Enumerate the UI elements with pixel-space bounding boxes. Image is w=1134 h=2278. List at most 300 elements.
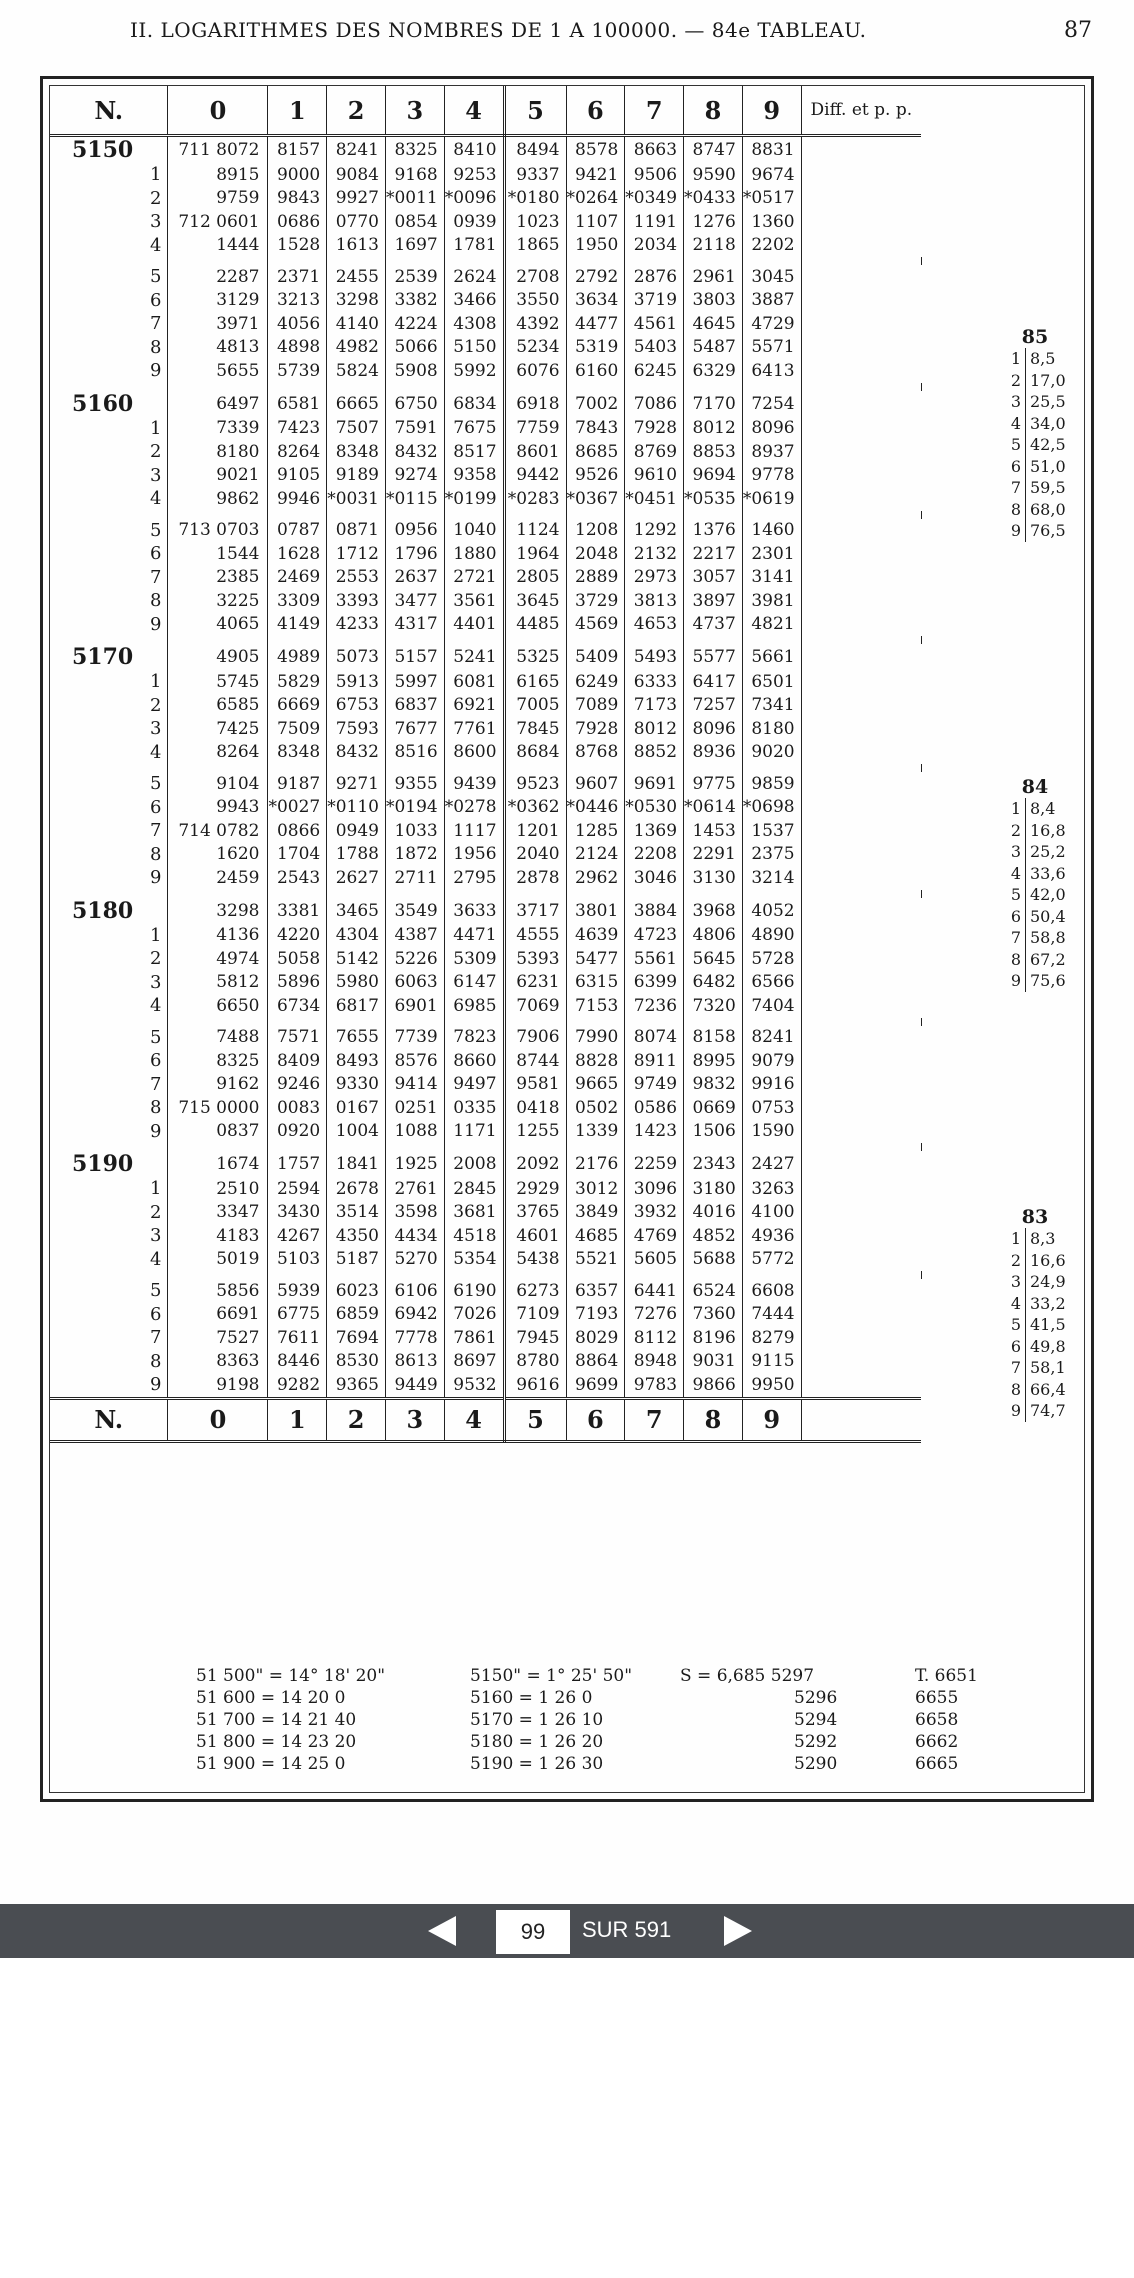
mantissa-cell: 5438	[504, 1248, 566, 1272]
diff-cell	[801, 994, 921, 1018]
row-number: 1	[50, 417, 168, 441]
constants-col-degrees	[470, 1666, 632, 1776]
group-gap	[50, 257, 921, 265]
mantissa-cell: 2889	[566, 566, 625, 590]
mantissa-cell: 7488	[168, 1026, 268, 1050]
mantissa-cell: 7694	[327, 1326, 386, 1350]
row-number: 2	[50, 947, 168, 971]
difference-value: 85	[1021, 326, 1049, 348]
mantissa-cell: 9674	[742, 163, 801, 187]
mantissa-cell: 7404	[742, 994, 801, 1018]
gap-cell	[684, 383, 743, 391]
mantissa-cell: 4852	[684, 1224, 743, 1248]
mantissa-cell: 4561	[625, 312, 684, 336]
mantissa-cell: 2385	[168, 566, 268, 590]
mantissa-cell: 4685	[566, 1224, 625, 1248]
mantissa-cell: 5393	[504, 947, 566, 971]
mantissa-cell: 1255	[504, 1120, 566, 1144]
mantissa-cell: *0619	[742, 487, 801, 511]
column-header: 3	[385, 86, 444, 136]
mantissa-cell: 4653	[625, 613, 684, 637]
pp-row	[1005, 413, 1066, 435]
previous-page-icon[interactable]	[428, 1916, 456, 1946]
mantissa-cell: 7945	[504, 1326, 566, 1350]
diff-cell	[801, 772, 921, 796]
mantissa-cell: 6249	[566, 670, 625, 694]
mantissa-cell: 7843	[566, 417, 625, 441]
gap-cell	[168, 1018, 268, 1026]
mantissa-cell: 8012	[625, 717, 684, 741]
mantissa-cell: 1757	[268, 1151, 327, 1177]
constants-s-label: S = 6,685 5297	[680, 1666, 815, 1686]
mantissa-cell: 6581	[268, 391, 327, 417]
mantissa-cell: 6901	[385, 994, 444, 1018]
gap-cell	[444, 257, 504, 265]
mantissa-cell: 4149	[268, 613, 327, 637]
mantissa-cell: 6921	[444, 694, 504, 718]
mantissa-cell: 5066	[385, 336, 444, 360]
pp-value: 17,0	[1030, 370, 1066, 390]
row-number: 3	[50, 1224, 168, 1248]
mantissa-cell: 7423	[268, 417, 327, 441]
diff-cell	[801, 440, 921, 464]
mantissa-cell: 3765	[504, 1201, 566, 1225]
mantissa-cell: 7759	[504, 417, 566, 441]
mantissa-cell: 7341	[742, 694, 801, 718]
mantissa-cell: 9365	[327, 1373, 386, 1398]
mantissa-cell: 2132	[625, 542, 684, 566]
gap-cell	[168, 636, 268, 644]
mantissa-cell: 3141	[742, 566, 801, 590]
mantissa-cell: 5745	[168, 670, 268, 694]
pp-row	[1005, 841, 1066, 863]
mantissa-cell: 5157	[385, 644, 444, 670]
mantissa-cell: 2961	[684, 265, 743, 289]
mantissa-cell: 8576	[385, 1049, 444, 1073]
gap-cell	[50, 383, 168, 391]
row-number: 7	[50, 1326, 168, 1350]
mantissa-cell: 3849	[566, 1201, 625, 1225]
pp-value: 8,3	[1030, 1229, 1056, 1248]
pp-row	[1005, 391, 1066, 413]
gap-cell	[385, 1018, 444, 1026]
mantissa-cell: 2008	[444, 1151, 504, 1177]
row-number: 5190	[50, 1151, 168, 1177]
mantissa-cell: 3309	[268, 589, 327, 613]
running-head-title: II. LOGARITHMES DES NOMBRES DE 1 A 100000. — 84e TABLEAU.	[130, 18, 867, 42]
mantissa-cell: *0180	[504, 187, 566, 211]
pp-value: 42,0	[1030, 885, 1066, 904]
mantissa-cell: 6585	[168, 694, 268, 718]
mantissa-cell: 5896	[268, 971, 327, 995]
mantissa-cell: 1704	[268, 843, 327, 867]
gap-cell	[801, 383, 921, 391]
mantissa-cell: *0451	[625, 487, 684, 511]
gap-cell	[625, 764, 684, 772]
footer-column-header: 3	[385, 1398, 444, 1441]
mantissa-cell: 1285	[566, 819, 625, 843]
mantissa-cell: 5477	[566, 947, 625, 971]
mantissa-cell: 5688	[684, 1248, 743, 1272]
pp-row	[1005, 1250, 1066, 1272]
gap-cell	[625, 1143, 684, 1151]
gap-cell	[625, 257, 684, 265]
mantissa-cell: 5856	[168, 1279, 268, 1303]
mantissa-cell: *0011	[385, 187, 444, 211]
table-row	[50, 1224, 921, 1248]
mantissa-cell: 8828	[566, 1049, 625, 1073]
mantissa-cell: 7823	[444, 1026, 504, 1050]
mantissa-cell: 5605	[625, 1248, 684, 1272]
mantissa-cell: 1788	[327, 843, 386, 867]
mantissa-cell: 7089	[566, 694, 625, 718]
mantissa-cell: 5812	[168, 971, 268, 995]
mantissa-cell: 7425	[168, 717, 268, 741]
table-row	[50, 566, 921, 590]
diff-cell	[801, 613, 921, 637]
mantissa-cell: 3971	[168, 312, 268, 336]
mantissa-cell: 4016	[684, 1201, 743, 1225]
mantissa-cell: 2291	[684, 843, 743, 867]
mantissa-cell: 3719	[625, 289, 684, 313]
mantissa-cell: *0031	[327, 487, 386, 511]
diff-cell	[801, 566, 921, 590]
mantissa-cell: 4224	[385, 312, 444, 336]
gap-cell	[504, 1018, 566, 1026]
diff-cell	[801, 542, 921, 566]
mantissa-cell: 715 0000	[168, 1096, 268, 1120]
mantissa-cell: *0362	[504, 796, 566, 820]
mantissa-cell: 1208	[566, 519, 625, 543]
column-header: N.	[50, 86, 168, 136]
mantissa-cell: 6665	[327, 391, 386, 417]
pp-index: 4	[1005, 413, 1026, 435]
table-row	[50, 440, 921, 464]
column-header: 0	[168, 86, 268, 136]
gap-cell	[268, 511, 327, 519]
pp-index: 6	[1005, 456, 1026, 478]
row-number: 9	[50, 613, 168, 637]
footer-column-header: 8	[684, 1398, 743, 1441]
mantissa-cell: 8995	[684, 1049, 743, 1073]
mantissa-cell: 9168	[385, 163, 444, 187]
table-row	[50, 234, 921, 258]
mantissa-cell: 2455	[327, 265, 386, 289]
gap-cell	[268, 890, 327, 898]
pp-row	[1005, 863, 1066, 885]
pp-value: 66,4	[1030, 1379, 1066, 1399]
gap-cell	[444, 890, 504, 898]
mantissa-cell: 3382	[385, 289, 444, 313]
gap-cell	[168, 1271, 268, 1279]
mantissa-cell: 4233	[327, 613, 386, 637]
row-number: 1	[50, 1177, 168, 1201]
mantissa-cell: 6524	[684, 1279, 743, 1303]
mantissa-cell: 0939	[444, 210, 504, 234]
mantissa-cell: 5997	[385, 670, 444, 694]
mantissa-cell: 3729	[566, 589, 625, 613]
row-number: 2	[50, 1201, 168, 1225]
pp-row	[1005, 456, 1066, 478]
mantissa-cell: 6081	[444, 670, 504, 694]
mantissa-cell: 8264	[168, 741, 268, 765]
mantissa-cell: 8831	[742, 136, 801, 164]
gap-cell	[444, 1271, 504, 1279]
gap-cell	[385, 257, 444, 265]
mantissa-cell: 6413	[742, 359, 801, 383]
pp-index: 6	[1005, 1336, 1026, 1358]
mantissa-cell: 2040	[504, 843, 566, 867]
table-row	[50, 265, 921, 289]
page-number-input[interactable]	[496, 1910, 570, 1954]
mantissa-cell: 8937	[742, 440, 801, 464]
mantissa-cell: 7611	[268, 1326, 327, 1350]
mantissa-cell: 4136	[168, 924, 268, 948]
mantissa-cell: 1528	[268, 234, 327, 258]
diff-cell	[801, 289, 921, 313]
mantissa-cell: 9021	[168, 464, 268, 488]
gap-cell	[625, 1271, 684, 1279]
mantissa-cell: 1292	[625, 519, 684, 543]
mantissa-cell: 1453	[684, 819, 743, 843]
mantissa-cell: 3645	[504, 589, 566, 613]
diff-cell	[801, 1026, 921, 1050]
row-number: 1	[50, 924, 168, 948]
row-number: 5	[50, 772, 168, 796]
mantissa-cell: 8915	[168, 163, 268, 187]
mantissa-cell: 7906	[504, 1026, 566, 1050]
mantissa-cell: 4905	[168, 644, 268, 670]
mantissa-cell: 3813	[625, 589, 684, 613]
mantissa-cell: 1590	[742, 1120, 801, 1144]
constant-line: 5150" = 1° 25' 50"	[470, 1666, 633, 1686]
mantissa-cell: 5241	[444, 644, 504, 670]
mantissa-cell: 6357	[566, 1279, 625, 1303]
pp-row	[1005, 884, 1066, 906]
next-page-icon[interactable]	[724, 1916, 752, 1946]
mantissa-cell: 6691	[168, 1303, 268, 1327]
pp-index: 2	[1005, 370, 1026, 392]
table-row	[50, 644, 921, 670]
mantissa-cell: 6834	[444, 391, 504, 417]
mantissa-cell: 9355	[385, 772, 444, 796]
mantissa-cell: 6734	[268, 994, 327, 1018]
mantissa-cell: 8493	[327, 1049, 386, 1073]
gap-cell	[801, 257, 921, 265]
pp-index: 3	[1005, 841, 1026, 863]
diff-cell	[801, 717, 921, 741]
table-row	[50, 866, 921, 890]
gap-cell	[801, 1271, 921, 1279]
mantissa-cell: 9506	[625, 163, 684, 187]
mantissa-cell: 3634	[566, 289, 625, 313]
mantissa-cell: 9778	[742, 464, 801, 488]
mantissa-cell: 3887	[742, 289, 801, 313]
pp-value: 58,8	[1030, 928, 1066, 947]
row-number: 4	[50, 1248, 168, 1272]
mantissa-cell: 4477	[566, 312, 625, 336]
gap-cell	[566, 1143, 625, 1151]
mantissa-cell: 2259	[625, 1151, 684, 1177]
mantissa-cell: 5187	[327, 1248, 386, 1272]
pp-value: 33,2	[1030, 1293, 1066, 1313]
mantissa-cell: 0502	[566, 1096, 625, 1120]
mantissa-cell: 7990	[566, 1026, 625, 1050]
log-table-inner	[49, 85, 1085, 1793]
mantissa-cell: 9946	[268, 487, 327, 511]
gap-cell	[385, 890, 444, 898]
mantissa-cell: 9859	[742, 772, 801, 796]
gap-cell	[566, 1271, 625, 1279]
mantissa-cell: 9862	[168, 487, 268, 511]
mantissa-cell: 1171	[444, 1120, 504, 1144]
gap-cell	[385, 1271, 444, 1279]
mantissa-cell: 9523	[504, 772, 566, 796]
footer-diff-header	[801, 1398, 921, 1441]
constant-line: T. 6651	[915, 1666, 978, 1686]
diff-cell	[801, 234, 921, 258]
mantissa-cell: 7339	[168, 417, 268, 441]
group-gap	[50, 764, 921, 772]
mantissa-cell: 5561	[625, 947, 684, 971]
pp-row	[1005, 798, 1066, 820]
diff-cell	[801, 519, 921, 543]
mantissa-cell: 4183	[168, 1224, 268, 1248]
diff-cell	[801, 1350, 921, 1374]
mantissa-cell: 2708	[504, 265, 566, 289]
diff-cell	[801, 1201, 921, 1225]
mantissa-cell: 0787	[268, 519, 327, 543]
row-number: 7	[50, 566, 168, 590]
gap-cell	[742, 764, 801, 772]
mantissa-cell: 5521	[566, 1248, 625, 1272]
mantissa-cell: 8578	[566, 136, 625, 164]
mantissa-cell: 6985	[444, 994, 504, 1018]
diff-cell	[801, 898, 921, 924]
gap-cell	[168, 764, 268, 772]
footer-column-header: 7	[625, 1398, 684, 1441]
mantissa-cell: 7153	[566, 994, 625, 1018]
gap-cell	[801, 890, 921, 898]
row-number: 3	[50, 717, 168, 741]
gap-cell	[444, 1018, 504, 1026]
constant-line: 51 900 = 14 25 0	[196, 1754, 346, 1774]
mantissa-cell: 2343	[684, 1151, 743, 1177]
mantissa-cell: 8853	[684, 440, 743, 464]
mantissa-cell: 4729	[742, 312, 801, 336]
mantissa-cell: 3981	[742, 589, 801, 613]
mantissa-cell: 5354	[444, 1248, 504, 1272]
table-row	[50, 1026, 921, 1050]
mantissa-cell: 8348	[327, 440, 386, 464]
constant-line: 6665	[915, 1754, 959, 1774]
pp-value: 8,4	[1030, 799, 1056, 818]
mantissa-cell: 4056	[268, 312, 327, 336]
mantissa-cell: 0418	[504, 1096, 566, 1120]
pp-value: 25,5	[1030, 392, 1066, 411]
constants-col-arcsec	[196, 1666, 385, 1776]
gap-cell	[742, 383, 801, 391]
mantissa-cell: 3561	[444, 589, 504, 613]
row-number: 4	[50, 234, 168, 258]
table-row	[50, 947, 921, 971]
column-header: 7	[625, 86, 684, 136]
mantissa-cell: 3598	[385, 1201, 444, 1225]
mantissa-cell: 9749	[625, 1073, 684, 1097]
gap-cell	[684, 890, 743, 898]
mantissa-cell: 3681	[444, 1201, 504, 1225]
gap-cell	[50, 511, 168, 519]
pp-value: 42,5	[1030, 435, 1066, 454]
mantissa-cell: 8446	[268, 1350, 327, 1374]
mantissa-cell: 1697	[385, 234, 444, 258]
table-row	[50, 417, 921, 441]
mantissa-cell: 1376	[684, 519, 743, 543]
mantissa-cell: 7507	[327, 417, 386, 441]
table-row	[50, 741, 921, 765]
mantissa-cell: 7170	[684, 391, 743, 417]
mantissa-cell: *0278	[444, 796, 504, 820]
mantissa-cell: 1339	[566, 1120, 625, 1144]
mantissa-cell: 3225	[168, 589, 268, 613]
mantissa-cell: 1712	[327, 542, 386, 566]
pp-row	[1005, 1314, 1066, 1336]
mantissa-cell: 2287	[168, 265, 268, 289]
mantissa-cell: *0349	[625, 187, 684, 211]
mantissa-cell: 8241	[742, 1026, 801, 1050]
mantissa-cell: 2973	[625, 566, 684, 590]
mantissa-cell: 8613	[385, 1350, 444, 1374]
page-number: 87	[1064, 18, 1092, 43]
row-number: 2	[50, 694, 168, 718]
mantissa-cell: 5772	[742, 1248, 801, 1272]
gap-cell	[268, 257, 327, 265]
mantissa-cell: 1444	[168, 234, 268, 258]
mantissa-cell: 2124	[566, 843, 625, 867]
footer-column-header: 1	[268, 1398, 327, 1441]
mantissa-cell: 6817	[327, 994, 386, 1018]
mantissa-cell: 4989	[268, 644, 327, 670]
mantissa-cell: 4220	[268, 924, 327, 948]
gap-cell	[327, 383, 386, 391]
pp-index: 4	[1005, 1293, 1026, 1315]
mantissa-cell: 9253	[444, 163, 504, 187]
mantissa-cell: 9337	[504, 163, 566, 187]
row-number: 5170	[50, 644, 168, 670]
row-number: 6	[50, 289, 168, 313]
mantissa-cell: 4813	[168, 336, 268, 360]
gap-cell	[684, 1018, 743, 1026]
table-row	[50, 589, 921, 613]
mantissa-cell: 9414	[385, 1073, 444, 1097]
gap-cell	[327, 1143, 386, 1151]
mantissa-cell: 5645	[684, 947, 743, 971]
mantissa-cell: 4434	[385, 1224, 444, 1248]
row-number: 6	[50, 1303, 168, 1327]
constants-col-s	[794, 1688, 837, 1776]
mantissa-cell: 9581	[504, 1073, 566, 1097]
gap-cell	[742, 1271, 801, 1279]
gap-cell	[684, 511, 743, 519]
mantissa-cell: 6023	[327, 1279, 386, 1303]
mantissa-cell: 8660	[444, 1049, 504, 1073]
gap-cell	[742, 511, 801, 519]
mantissa-cell: 9271	[327, 772, 386, 796]
table-row	[50, 1049, 921, 1073]
gap-cell	[50, 257, 168, 265]
mantissa-cell: 9115	[742, 1350, 801, 1374]
mantissa-cell: *0367	[566, 487, 625, 511]
